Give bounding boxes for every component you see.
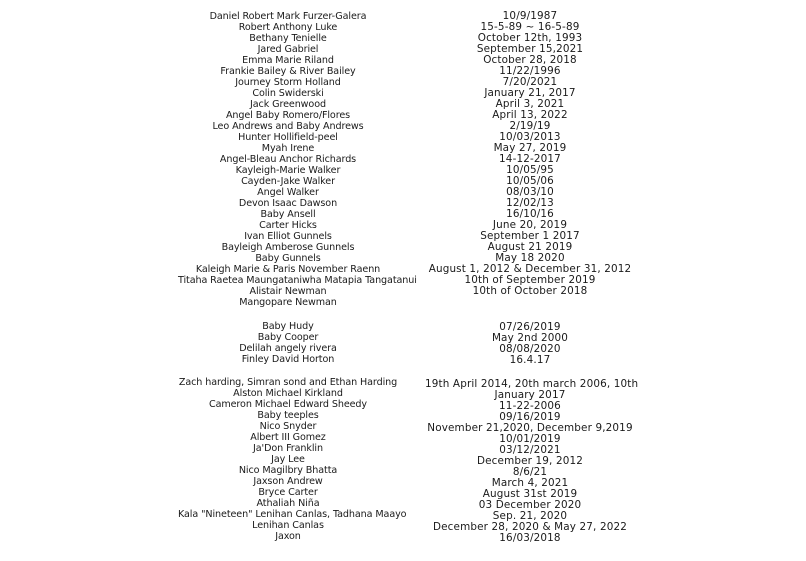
date-entry: 10/05/95 — [506, 164, 554, 176]
date-entry: April 3, 2021 — [495, 98, 565, 110]
date-entry: 09/16/2019 — [499, 411, 561, 423]
date-entry: November 21,2020, December 9,2019 — [427, 422, 633, 434]
name-entry: Emma Marie Riland — [242, 55, 334, 66]
date-entry: October 12th, 1993 — [477, 32, 583, 44]
name-entry: Kayleigh-Marie Walker — [235, 165, 341, 176]
date-entry: December 28, 2020 & May 27, 2022 — [432, 521, 628, 533]
name-entry: Cameron Michael Edward Sheedy — [209, 399, 367, 410]
date-entry: October 28, 2018 — [483, 54, 577, 66]
name-entry: Robert Anthony Luke — [238, 22, 338, 33]
name-entry: Nico Snyder — [259, 421, 317, 432]
name-entry: Jaxson Andrew — [253, 476, 323, 487]
date-entry: June 20, 2019 — [492, 219, 568, 231]
name-entry: Ja'Don Franklin — [253, 443, 323, 454]
name-entry: Myah Irene — [261, 143, 315, 154]
name-entry: Delilah angely rivera — [239, 343, 337, 354]
name-entry: Jared Gabriel — [257, 44, 319, 55]
date-entry: August 21 2019 — [487, 241, 573, 253]
date-entry: 16/10/16 — [506, 208, 554, 220]
date-entry: September 1 2017 — [480, 230, 580, 242]
name-entry: Baby Ansell — [260, 209, 316, 220]
name-entry: Nico Magilbry Bhatta — [238, 465, 338, 476]
date-entry: 10/01/2019 — [499, 433, 561, 445]
name-entry: Alston Michael Kirkland — [233, 388, 343, 399]
date-entry: 14-12-2017 — [499, 153, 561, 165]
date-entry: 10/03/2013 — [499, 131, 561, 143]
name-entry: Finley David Horton — [241, 354, 335, 365]
name-entry: Cayden-Jake Walker — [241, 176, 335, 187]
name-entry: Kala "Nineteen" Lenihan Canlas, Tadhana Maayo — [178, 509, 407, 520]
name-entry: Leo Andrews and Baby Andrews — [212, 121, 364, 132]
name-entry: Zach harding, Simran sond and Ethan Harding — [178, 377, 398, 388]
name-entry: Kaleigh Marie & Paris November Raenn — [195, 264, 381, 275]
date-entry: Sep. 21, 2020 — [492, 510, 568, 522]
name-entry: Hunter Hollifield-peel — [238, 132, 338, 143]
name-entry: Alistair Newman — [249, 286, 327, 297]
name-entry: Jack Greenwood — [250, 99, 326, 110]
date-entry: 03/12/2021 — [499, 444, 561, 456]
name-entry: Bayleigh Amberose Gunnels — [221, 242, 355, 253]
name-entry: Journey Storm Holland — [235, 77, 341, 88]
date-entry: 03 December 2020 — [478, 499, 582, 511]
date-entry: 11/22/1996 — [499, 65, 561, 77]
date-entry: August 31st 2019 — [482, 488, 578, 500]
date-entry: 16/03/2018 — [499, 532, 561, 544]
name-entry: Bryce Carter — [258, 487, 318, 498]
name-entry: Colin Swiderski — [252, 88, 324, 99]
date-entry: 16.4.17 — [509, 354, 551, 366]
date-entry: 11-22-2006 — [499, 400, 561, 412]
date-entry: 08/08/2020 — [499, 343, 561, 355]
date-entry: May 27, 2019 — [493, 142, 567, 154]
date-entry: 07/26/2019 — [499, 321, 561, 333]
date-entry: 10th of September 2019 — [464, 274, 596, 286]
name-entry: Titaha Raetea Maungataniwha Matapia Tangatanui — [178, 275, 417, 286]
date-entry: May 18 2020 — [495, 252, 565, 264]
name-entry: Baby Gunnels — [255, 253, 321, 264]
date-entry: December 19, 2012 — [476, 455, 583, 467]
name-entry: Baby Hudy — [262, 321, 314, 332]
date-entry: 12/02/13 — [506, 197, 554, 209]
date-entry: September 15,2021 — [476, 43, 584, 55]
date-entry: August 1, 2012 & December 31, 2012 — [428, 263, 632, 275]
name-entry: Ivan Elliot Gunnels — [244, 231, 332, 242]
date-entry: January 21, 2017 — [484, 87, 576, 99]
name-entry: Angel Walker — [257, 187, 319, 198]
date-entry: 10/9/1987 — [502, 10, 558, 22]
name-entry: Jay Lee — [271, 454, 305, 465]
name-entry: Albert III Gomez — [250, 432, 326, 443]
date-entry: 15-5-89 ~ 16-5-89 — [480, 21, 580, 33]
date-entry: 10th of October 2018 — [472, 285, 588, 297]
name-entry: Mangopare Newman — [239, 297, 337, 308]
name-entry: Jaxon — [275, 531, 301, 542]
name-entry: Devon Isaac Dawson — [238, 198, 338, 209]
date-entry: 19th April 2014, 20th march 2006, 10th — [425, 378, 639, 390]
name-entry: Athaliah Niña — [256, 498, 320, 509]
date-entry: April 13, 2022 — [492, 109, 568, 121]
name-entry: Daniel Robert Mark Furzer-Galera — [209, 11, 367, 22]
name-entry: Carter Hicks — [259, 220, 317, 231]
date-entry: March 4, 2021 — [491, 477, 569, 489]
date-entry: 2/19/19 — [509, 120, 551, 132]
name-entry: Angel-Bleau Anchor Richards — [219, 154, 357, 165]
name-entry: Baby Cooper — [257, 332, 319, 343]
date-entry: 08/03/10 — [506, 186, 554, 198]
name-entry: Baby teeples — [257, 410, 319, 421]
date-entry: 8/6/21 — [512, 466, 548, 478]
date-entry: May 2nd 2000 — [491, 332, 569, 344]
date-entry: January 2017 — [494, 389, 566, 401]
name-entry: Frankie Bailey & River Bailey — [220, 66, 356, 77]
name-entry: Lenihan Canlas — [252, 520, 324, 531]
date-entry: 10/05/06 — [506, 175, 554, 187]
name-entry: Bethany Tenielle — [249, 33, 327, 44]
date-entry: 7/20/2021 — [502, 76, 558, 88]
name-entry: Angel Baby Romero/Flores — [225, 110, 351, 121]
